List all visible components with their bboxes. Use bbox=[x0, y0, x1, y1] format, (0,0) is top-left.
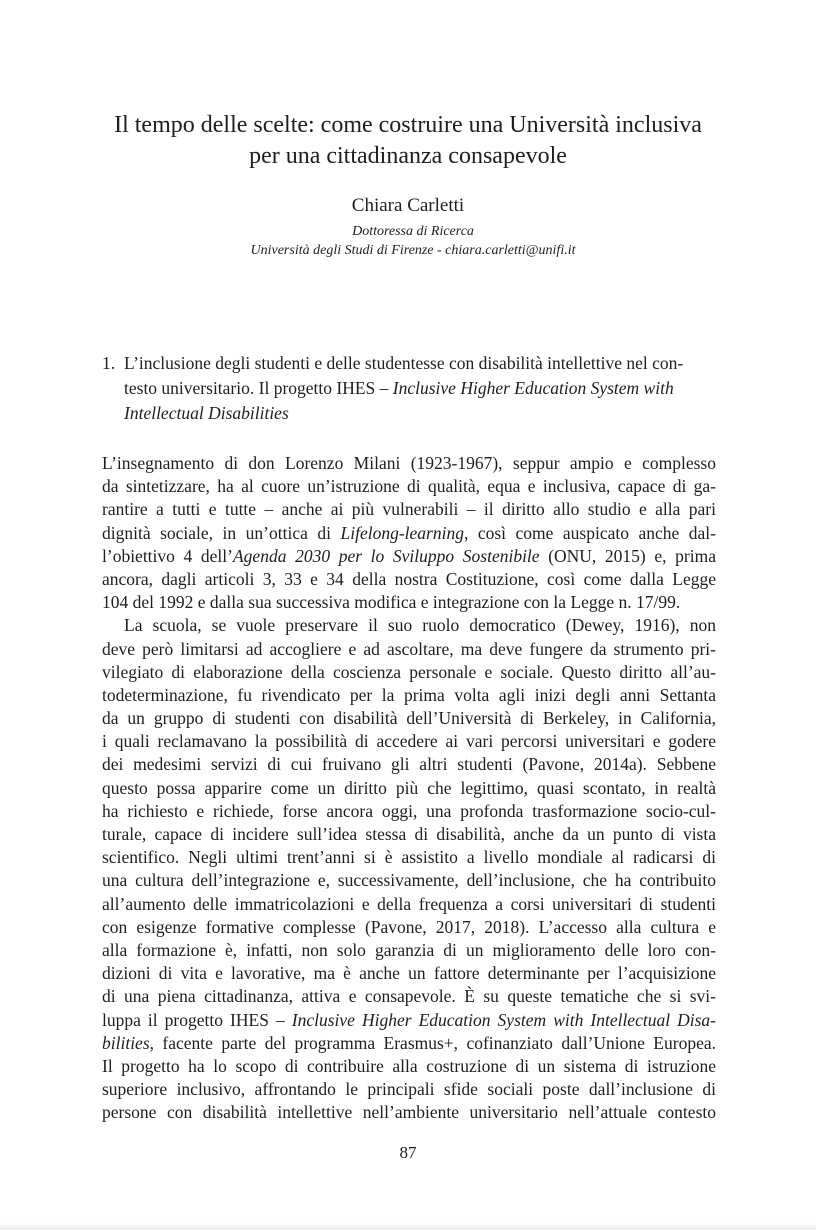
text-span: luppa il progetto IHES – bbox=[102, 1009, 292, 1030]
text-span: , così come auspicato anche dal- bbox=[463, 522, 716, 543]
chapter-title-line: Il tempo delle scelte: come costruire una Università inclusiva bbox=[114, 112, 702, 138]
section-heading bbox=[102, 351, 722, 426]
chapter-title-line: per una cittadinanza consapevole bbox=[249, 143, 567, 169]
text-line bbox=[102, 545, 716, 568]
text-line: persone con disabilità intellettive nell’ambiente universitario nell’attuale contesto bbox=[102, 1102, 716, 1123]
text-line: una cultura dell’integrazione e, successivamente, dell’inclusione, che ha contribuito bbox=[102, 870, 716, 891]
text-span: , facente parte del programma Erasmus+, cofinanziato dall’Unione Europea. bbox=[149, 1032, 716, 1053]
text-line: con esigenze formative complesse (Pavone, 2017, 2018). L’accesso alla cultura e bbox=[102, 916, 716, 937]
italic-term: Lifelong-learning bbox=[340, 522, 464, 543]
section-heading-line: L’inclusione degli studenti e delle studentesse con disabilità intellettive nel con- bbox=[124, 353, 684, 373]
text-line: turale, capace di incidere sull’idea stessa di disabilità, anche da un punto di vista bbox=[102, 824, 716, 844]
text-line: alla formazione è, infatti, non solo garanzia di un miglioramento delle loro con- bbox=[102, 939, 716, 960]
text-line: ancora, dagli articoli 3, 33 e 34 della nostra Costituzione, così come dalla Legge bbox=[102, 568, 716, 589]
text-span: l’obiettivo 4 dell’ bbox=[102, 545, 233, 566]
text-line: L’insegnamento di don Lorenzo Milani (1923-1967), seppur ampio e complesso bbox=[102, 453, 716, 473]
text-line bbox=[102, 1032, 716, 1055]
section-heading-text: testo universitario. Il progetto IHES – bbox=[124, 378, 393, 398]
text-span: dignità sociale, in un’ottica di bbox=[102, 522, 341, 543]
author-affiliation: Università degli Studi di Firenze - chiara.carletti@unifi.it bbox=[250, 243, 576, 258]
text-line: deve però limitarsi ad accogliere e ad ascoltare, ma deve fungere da strumento pri- bbox=[102, 638, 716, 659]
text-line: dizioni di vita e lavorative, ma è anche un fattore determinante per l’acquisizione bbox=[102, 963, 716, 984]
text-line: scientifico. Negli ultimi trent’anni si è assistito a livello mondiale al radicarsi di bbox=[102, 847, 716, 868]
text-line: questo possa apparire come un diritto più che legittimo, quasi scontato, in realtà bbox=[102, 777, 716, 798]
text-line: rantire a tutti e tutte – anche ai più vulnerabili – il diritto allo studio e alla pari bbox=[102, 499, 716, 520]
text-line bbox=[102, 522, 716, 545]
chapter-title bbox=[90, 110, 726, 172]
text-line: di una piena cittadinanza, attiva e consapevole. È su queste tematiche che si svi- bbox=[102, 986, 716, 1007]
text-line: 104 del 1992 e dalla sua successiva modifica e integrazione con la Legge n. 17/99. bbox=[102, 592, 681, 613]
text-line: superiore inclusivo, affrontando le principali sfide sociali poste dall’inclusione di bbox=[102, 1079, 716, 1100]
text-line: i quali reclamavano la possibilità di accedere ai vari percorsi universitari e godere bbox=[102, 731, 716, 752]
italic-term: bilities bbox=[102, 1032, 150, 1053]
author-name: Chiara Carletti bbox=[351, 195, 465, 216]
section-heading-line bbox=[102, 401, 722, 426]
body-text bbox=[102, 452, 716, 1124]
text-line: todeterminazione, fu rivendicato per la prima volta agli inizi degli anni Settanta bbox=[102, 684, 716, 705]
italic-term: Inclusive Higher Education System with Intellectual Disa- bbox=[291, 1009, 716, 1030]
text-line: all’aumento delle immatricolazioni e della frequenza a corsi universitari di studenti bbox=[102, 893, 716, 914]
author-role: Dottoressa di Ricerca bbox=[352, 224, 474, 239]
text-line bbox=[102, 1009, 716, 1032]
text-line: Il progetto ha lo scopo di contribuire alla costruzione di un sistema di istruzione bbox=[102, 1055, 716, 1076]
section-number: 1. bbox=[102, 353, 116, 373]
text-line: dei medesimi servizi di cui fruivano gli altri studenti (Pavone, 2014a). Sebbene bbox=[102, 754, 716, 775]
section-heading-line bbox=[102, 376, 722, 401]
page-number: 87 bbox=[399, 1143, 417, 1162]
section-heading-italic: Inclusive Higher Education System with bbox=[392, 378, 674, 398]
italic-term: Agenda 2030 per lo Sviluppo Sostenibile bbox=[232, 545, 540, 566]
text-span: (ONU, 2015) e, prima bbox=[539, 545, 716, 566]
page-bottom-edge bbox=[0, 1222, 816, 1230]
text-line: ha richiesto e richiede, forse ancora oggi, una profonda trasformazione socio-cul- bbox=[102, 800, 716, 821]
text-line: vilegiato di elaborazione della coscienza personale e sociale. Questo diritto all’au- bbox=[102, 661, 716, 682]
section-heading-italic: Intellectual Disabilities bbox=[124, 403, 289, 423]
text-line: da sintetizzare, ha al cuore un’istruzione di qualità, equa e inclusiva, capace di ga- bbox=[102, 476, 716, 497]
text-line: La scuola, se vuole preservare il suo ruolo democratico (Dewey, 1916), non bbox=[124, 615, 716, 636]
text-line: da un gruppo di studenti con disabilità dell’Università di Berkeley, in California, bbox=[102, 708, 716, 729]
